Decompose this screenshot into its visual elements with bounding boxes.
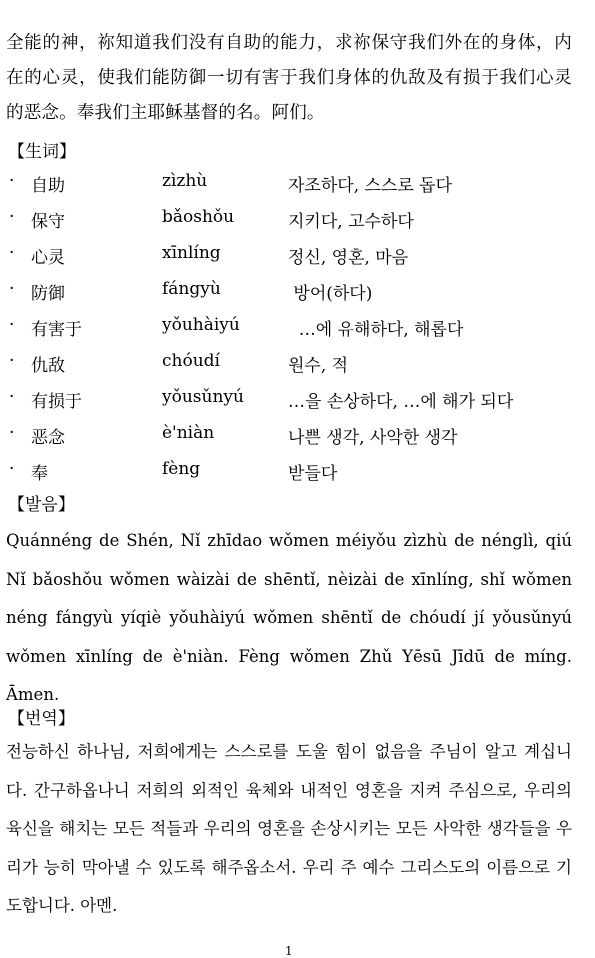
vocab-item — [0, 454, 595, 490]
vocab-bullet: · — [9, 243, 15, 263]
vocab-heading: 【生词】 — [8, 142, 76, 162]
vocab-pinyin: bǎoshǒu — [162, 207, 235, 227]
vocab-pinyin: è'niàn — [162, 423, 215, 443]
vocab-item — [0, 238, 595, 274]
vocab-meaning: 받들다 — [288, 464, 338, 484]
translation-heading: 【번역】 — [8, 709, 75, 729]
vocab-pinyin: yǒuhàiyú — [162, 315, 240, 335]
vocab-bullet: · — [9, 423, 15, 443]
vocab-bullet: · — [9, 207, 15, 227]
vocab-bullet: · — [9, 279, 15, 299]
vocab-pinyin: xīnlíng — [162, 243, 221, 263]
vocab-pinyin: chóudí — [162, 351, 220, 371]
vocab-item — [0, 310, 595, 346]
vocab-word: 有损于 — [31, 392, 82, 412]
vocab-bullet: · — [9, 459, 15, 479]
vocab-bullet: · — [9, 315, 15, 335]
vocab-word: 防御 — [31, 284, 65, 304]
vocab-meaning: …을 손상하다, …에 해가 되다 — [288, 392, 514, 412]
vocab-bullet: · — [9, 171, 15, 191]
page-number: 1 — [285, 944, 293, 958]
vocab-word: 恶念 — [31, 428, 65, 448]
vocab-item — [0, 274, 595, 310]
vocab-meaning: 지키다, 고수하다 — [288, 212, 414, 232]
vocab-word: 仇敌 — [31, 356, 65, 376]
vocab-bullet: · — [9, 387, 15, 407]
vocab-list — [0, 166, 595, 490]
vocab-word: 心灵 — [31, 248, 65, 268]
vocab-item — [0, 166, 595, 202]
vocab-pinyin: zìzhù — [162, 171, 208, 191]
vocab-meaning: …에 유해하다, 해롭다 — [288, 320, 464, 340]
vocab-meaning: 자조하다, 스스로 돕다 — [288, 176, 453, 196]
pronunciation-paragraph: Quánnéng de Shén, Nǐ zhīdao wǒmen méiyǒu zìzhù de nénglì, qiú Nǐ bǎoshǒu wǒmen wàizài de shēntǐ, nèizài de xīnlíng, shǐ wǒmen néng fángyù yíqiè yǒuhàiyú wǒmen shēntǐ de chóudí jí yǒusǔnyú wǒmen xīnlíng de è'niàn. Fèng wǒmen Zhǔ Yēsū Jīdū de míng. Āmen. — [6, 531, 572, 704]
vocab-item — [0, 382, 595, 418]
vocab-pinyin: yǒusǔnyú — [162, 387, 244, 407]
vocab-word: 保守 — [31, 212, 65, 232]
vocab-word: 奉 — [31, 464, 48, 484]
vocab-meaning: 정신, 영혼, 마음 — [288, 248, 409, 268]
vocab-item — [0, 346, 595, 382]
vocab-pinyin: fángyù — [162, 279, 221, 299]
vocab-item — [0, 202, 595, 238]
vocab-word: 有害于 — [31, 320, 82, 340]
vocab-pinyin: fèng — [162, 459, 201, 479]
vocab-word: 自助 — [31, 176, 65, 196]
translation-paragraph: 전능하신 하나님, 저희에게는 스스로를 도울 힘이 없음을 주님이 알고 계십니다. 간구하옵나니 저희의 외적인 육체와 내적인 영혼을 지켜 주심으로, 우리의 육신을 해치는 모든 적들과 우리의 영혼을 손상시키는 모든 사악한 생각들을 우리가 능히 막아낼 수 있도록 해주옵소서. 우리 주 예수 그리스도의 이름으로 기도합니다. 아멘. — [6, 742, 572, 915]
vocab-meaning: 나쁜 생각, 사악한 생각 — [288, 428, 458, 448]
vocab-meaning: 원수, 적 — [288, 356, 349, 376]
prayer-chinese-paragraph: 全能的神，祢知道我们没有自助的能力，求祢保守我们外在的身体，内在的心灵，使我们能防御一切有害于我们身体的仇敌及有损于我们心灵的恶念。奉我们主耶稣基督的名。阿们。 — [6, 33, 572, 123]
vocab-bullet: · — [9, 351, 15, 371]
pronunciation-heading: 【발음】 — [8, 495, 75, 515]
vocab-meaning: 방어(하다) — [288, 284, 373, 304]
vocab-item — [0, 418, 595, 454]
